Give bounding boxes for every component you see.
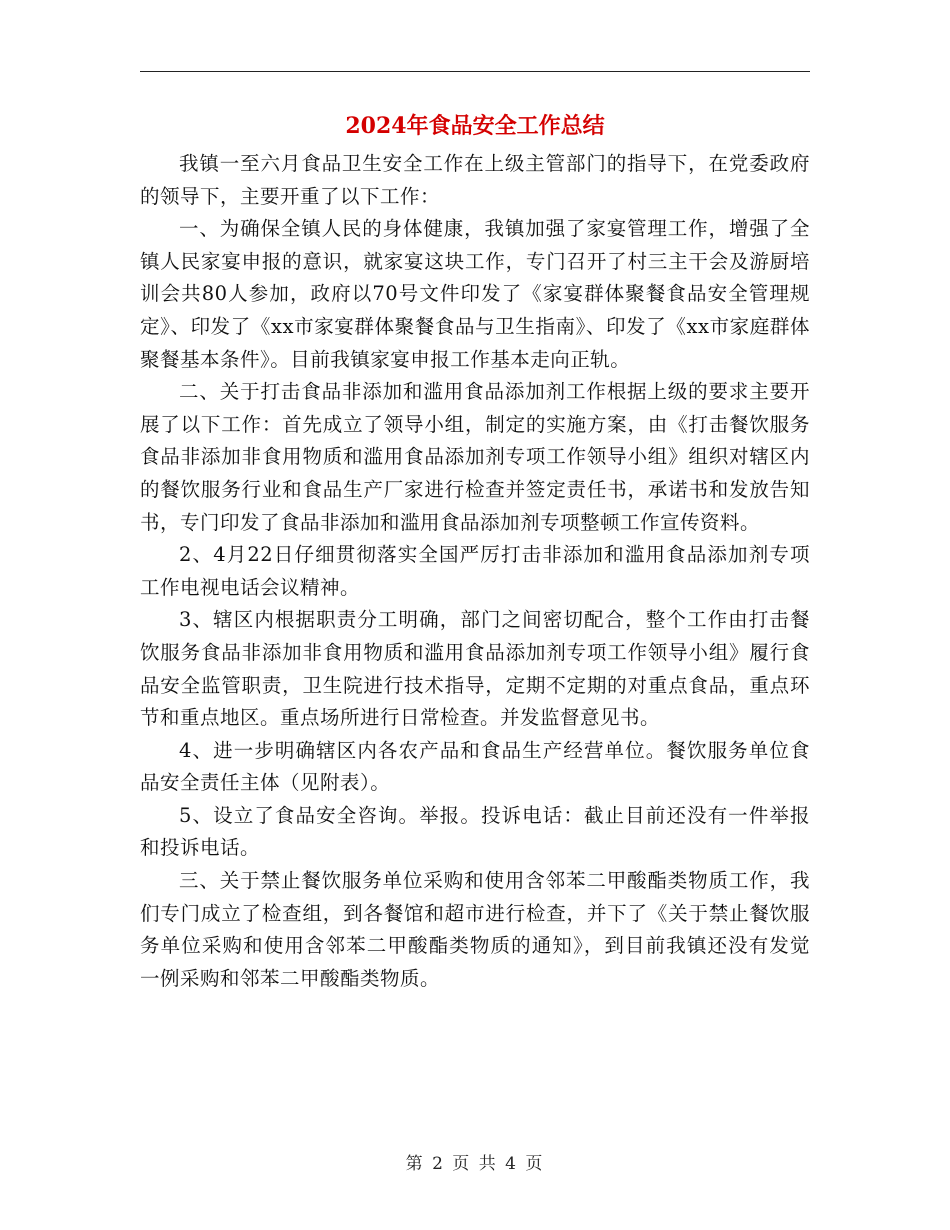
paragraph-item-4: 4、进一步明确辖区内各农产品和食品生产经营单位。餐饮服务单位食品安全责任主体（见附表）。 xyxy=(140,738,810,795)
page-footer xyxy=(0,1152,950,1176)
paragraph-section-2: 二、关于打击食品非添加和滥用食品添加剂工作根据上级的要求主要开展了以下工作：首先成立了领导小组，制定的实施方案，由《打击餐饮服务食品非添加非食用物质和滥用食品添加剂专项工作领导小组》组织对辖区内的餐饮服务行业和食品生产厂家进行检查并签定责任书，承诺书和发放告知书，专门印发了食品非添加和滥用食品添加剂专项整顿工作宣传资料。 xyxy=(140,380,810,534)
header-rule xyxy=(140,71,810,72)
paragraph-item-2: 2、4月22日仔细贯彻落实全国严厉打击非添加和滥用食品添加剂专项工作电视电话会议精神。 xyxy=(140,543,810,599)
paragraph-intro: 我镇一至六月食品卫生安全工作在上级主管部门的指导下，在党委政府的领导下，主要开重了以下工作： xyxy=(140,152,810,208)
page-number-label: 第 2 页 共 4 页 xyxy=(405,1154,545,1174)
paragraph-section-3: 三、关于禁止餐饮服务单位采购和使用含邻苯二甲酸酯类物质工作，我们专门成立了检查组，到各餐馆和超市进行检查，并下了《关于禁止餐饮服务单位采购和使用含邻苯二甲酸酯类物质的通知》，到目前我镇还没有发觉一例采购和邻苯二甲酸酯类物质。 xyxy=(140,869,810,990)
document-body xyxy=(140,148,810,995)
paragraph-item-3: 3、辖区内根据职责分工明确，部门之间密切配合，整个工作由打击餐饮服务食品非添加非食用物质和滥用食品添加剂专项工作领导小组》履行食品安全监管职责，卫生院进行技术指导，定期不定期的对重点食品，重点环节和重点地区。重点场所进行日常检查。并发监督意见书。 xyxy=(140,608,810,730)
paragraph-item-5: 5、设立了食品安全咨询。举报。投诉电话：截止目前还没有一件举报和投诉电话。 xyxy=(140,803,810,860)
paragraph-section-1: 一、为确保全镇人民的身体健康，我镇加强了家宴管理工作，增强了全镇人民家宴申报的意识，就家宴这块工作，专门召开了村三主干会及游厨培训会共80人参加，政府以70号文件印发了《家宴群体聚餐食品安全管理规定》、印发了《xx市家宴群体聚餐食品与卫生指南》、印发了《xx市家庭群体聚餐基本条件》。目前我镇家宴申报工作基本走向正轨。 xyxy=(140,217,810,371)
page-title: 2024年食品安全工作总结 xyxy=(345,113,605,139)
